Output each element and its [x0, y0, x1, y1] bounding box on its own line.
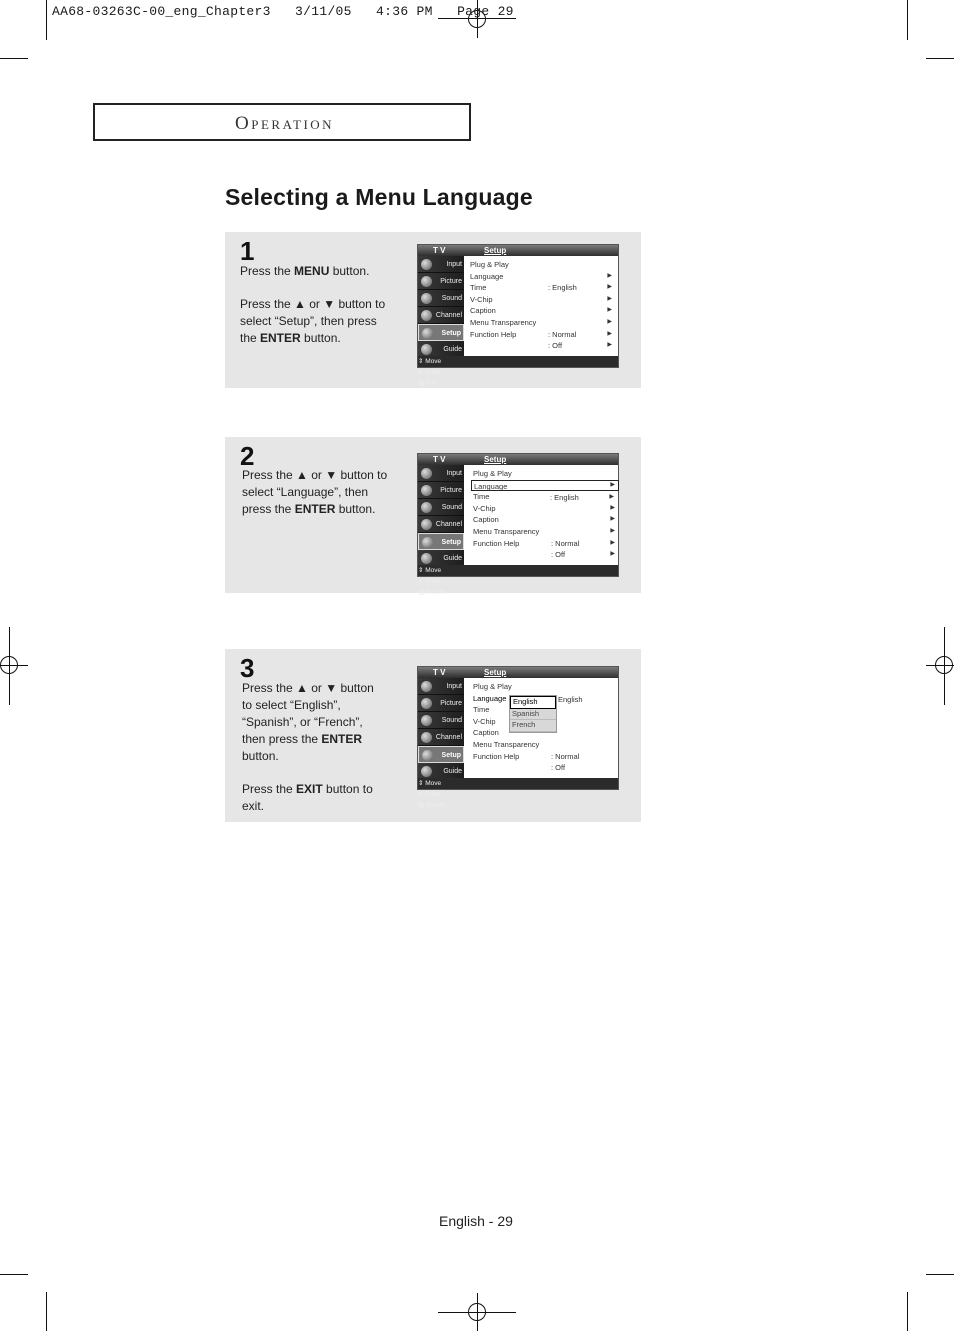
osd-title-bar	[418, 667, 618, 678]
triangle-right-icon: ▶	[607, 330, 612, 337]
osd-menu-item: Language	[473, 693, 507, 703]
osd-menu-title: Setup	[484, 246, 507, 255]
move-hint: ⇕ Move	[418, 780, 442, 787]
osd-tv-label: T V	[433, 668, 446, 677]
osd-sidebar-item: Input	[418, 465, 464, 482]
osd-menu-item: Function Help : Off ▶	[473, 538, 615, 560]
osd-sidebar-item: Setup	[418, 533, 464, 550]
language-option: Spanish	[510, 709, 556, 721]
osd-menu-item: Menu Transparency : Normal ▶	[473, 526, 615, 548]
osd-item-value: : Normal	[551, 538, 580, 548]
menu-category-icon	[421, 310, 432, 321]
menu-category-icon	[421, 553, 432, 564]
page-title: Selecting a Menu Language	[225, 184, 533, 210]
osd-menu-item: Language : English ▶	[471, 480, 619, 492]
osd-item-value: : Off	[551, 763, 566, 773]
osd-sidebar-item: Guide	[418, 341, 464, 358]
osd-menu-item: Plug & Play ▶	[470, 259, 616, 271]
osd-menu-item: Menu Transparency : Normal ▶	[470, 317, 612, 339]
triangle-right-icon: ▶	[609, 494, 614, 501]
osd-menu-item: Function Help : Off ▶	[470, 329, 612, 351]
step-instructions: Press the ▲ or ▼ button to select “English”, “Spanish”, or “French”, then press the ENTER button. Press the EXIT button to exit.	[242, 681, 374, 813]
step-panel-3	[225, 649, 641, 822]
triangle-right-icon: ▶	[610, 481, 615, 488]
menu-category-icon	[422, 750, 433, 761]
osd-menu-item: Menu Transparency : Normal	[473, 739, 580, 761]
step-number: 3	[240, 653, 255, 683]
osd-sidebar-item: Picture	[418, 273, 464, 290]
language-dropdown	[509, 695, 557, 733]
osd-sidebar-item: Guide	[418, 550, 464, 567]
triangle-right-icon: ▶	[607, 295, 612, 302]
osd-sidebar	[418, 465, 464, 566]
osd-menu-list	[473, 468, 619, 560]
triangle-right-icon: ▶	[610, 516, 615, 523]
enter-hint: ↵ Enter	[418, 791, 441, 798]
osd-tv-label: T V	[433, 455, 446, 464]
step-number: 1	[240, 236, 255, 266]
osd-sidebar-item: Channel	[418, 307, 464, 324]
osd-sidebar-item: Channel	[418, 516, 464, 533]
step-panel-1	[225, 232, 641, 388]
triangle-right-icon: ▶	[610, 504, 615, 511]
crop-mark	[0, 1274, 28, 1275]
osd-menu-item: Caption ▶	[470, 305, 616, 317]
osd-tv-label: T V	[433, 246, 446, 255]
step-panel-2	[225, 437, 641, 596]
menu-category-icon	[421, 502, 432, 513]
osd-sidebar-item: Sound	[418, 499, 464, 516]
osd-menu-item: Language : English ▶	[470, 271, 612, 293]
menu-category-icon	[421, 681, 432, 692]
language-option: English	[510, 696, 556, 709]
move-hint: ⇕ Move	[418, 567, 442, 574]
move-hint: ⇕ Move	[418, 358, 442, 365]
osd-menu-item: Time	[473, 705, 490, 715]
triangle-right-icon: ▶	[610, 539, 615, 546]
triangle-right-icon: ▶	[610, 527, 615, 534]
menu-category-icon	[421, 468, 432, 479]
print-header: AA68-03263C-00_eng_Chapter3 3/11/05 4:36 PM Page 29	[52, 4, 514, 19]
osd-menu-item: Function Help : Off	[473, 751, 566, 773]
osd-sidebar-item: Guide	[418, 763, 464, 780]
step-instructions: Press the MENU button. Press the ▲ or ▼ button to select “Setup”, then press the ENTER button.	[240, 264, 386, 345]
enter-hint: ↵ Enter	[418, 578, 441, 585]
osd-footer	[418, 778, 618, 809]
osd-menu-list	[470, 259, 616, 351]
menu-category-icon	[421, 259, 432, 270]
osd-menu-title: Setup	[484, 668, 507, 677]
menu-category-icon	[422, 328, 433, 339]
osd-sidebar-item: Input	[418, 256, 464, 273]
osd-title-bar	[418, 245, 618, 256]
menu-category-icon	[421, 766, 432, 777]
tv-osd-screenshot	[417, 453, 619, 596]
registration-mark	[0, 656, 18, 674]
crop-mark	[46, 0, 47, 40]
crop-mark	[46, 1292, 47, 1331]
osd-menu-item: V-Chip ▶	[473, 503, 619, 515]
osd-footer	[418, 356, 618, 387]
osd-menu-item: Time ▶	[473, 491, 619, 503]
menu-category-icon	[421, 344, 432, 355]
osd-item-value: : Off	[548, 341, 563, 351]
exit-hint: ▥ Return	[418, 589, 446, 596]
menu-category-icon	[421, 276, 432, 287]
registration-mark	[935, 656, 953, 674]
menu-category-icon	[421, 293, 432, 304]
osd-menu-item: Time ▶	[470, 282, 616, 294]
tv-osd-screenshot	[417, 666, 619, 809]
triangle-right-icon: ▶	[607, 318, 612, 325]
crop-mark	[907, 0, 908, 40]
section-label: OPERATION	[235, 113, 335, 134]
osd-sidebar	[418, 678, 464, 779]
osd-sidebar	[418, 256, 464, 357]
step-number: 2	[240, 441, 255, 471]
menu-category-icon	[421, 519, 432, 530]
step-instructions: Press the ▲ or ▼ button to select “Language”, then press the ENTER button.	[242, 468, 388, 516]
exit-hint: ▥ Return	[418, 802, 446, 809]
osd-sidebar-item: Setup	[418, 746, 464, 763]
osd-language-value: English	[558, 695, 583, 704]
osd-item-value: : Normal	[548, 329, 577, 339]
osd-item-value: : English	[550, 493, 579, 503]
triangle-right-icon: ▶	[607, 307, 612, 314]
tv-osd-screenshot	[417, 244, 619, 387]
osd-footer	[418, 565, 618, 596]
osd-sidebar-item: Sound	[418, 712, 464, 729]
osd-item-value: : English	[548, 283, 577, 293]
triangle-right-icon: ▶	[607, 284, 612, 291]
crop-mark	[926, 58, 954, 59]
osd-menu-item: Caption ▶	[473, 514, 619, 526]
exit-hint: ▥ Exit	[418, 380, 437, 387]
osd-item-value: : Normal	[551, 751, 580, 761]
osd-title-bar	[418, 454, 618, 465]
osd-menu-item: V-Chip ▶	[470, 294, 616, 306]
crop-mark	[0, 58, 28, 59]
osd-sidebar-item: Picture	[418, 482, 464, 499]
menu-category-icon	[421, 732, 432, 743]
osd-sidebar-item: Channel	[418, 729, 464, 746]
osd-sidebar-item: Input	[418, 678, 464, 695]
registration-mark	[468, 1303, 486, 1321]
osd-sidebar-item: Sound	[418, 290, 464, 307]
menu-category-icon	[421, 715, 432, 726]
osd-menu-item: Plug & Play ▶	[473, 468, 619, 480]
triangle-right-icon: ▶	[607, 342, 612, 349]
osd-menu-title: Setup	[484, 455, 507, 464]
triangle-right-icon: ▶	[610, 551, 615, 558]
page-number: English - 29	[439, 1213, 513, 1229]
osd-item-value: : Off	[551, 550, 566, 560]
menu-category-icon	[422, 537, 433, 548]
crop-mark	[907, 1292, 908, 1331]
section-label-box	[93, 103, 471, 141]
osd-sidebar-item: Setup	[418, 324, 464, 341]
menu-category-icon	[421, 698, 432, 709]
menu-category-icon	[421, 485, 432, 496]
language-option: French	[510, 720, 556, 732]
triangle-right-icon: ▶	[607, 272, 612, 279]
osd-menu-item: V-Chip	[473, 716, 496, 726]
osd-sidebar-item: Picture	[418, 695, 464, 712]
enter-hint: ↵ Enter	[418, 369, 441, 376]
osd-menu-item: Plug & Play	[473, 682, 512, 691]
osd-menu-item: Caption	[473, 728, 499, 738]
crop-mark	[926, 1274, 954, 1275]
